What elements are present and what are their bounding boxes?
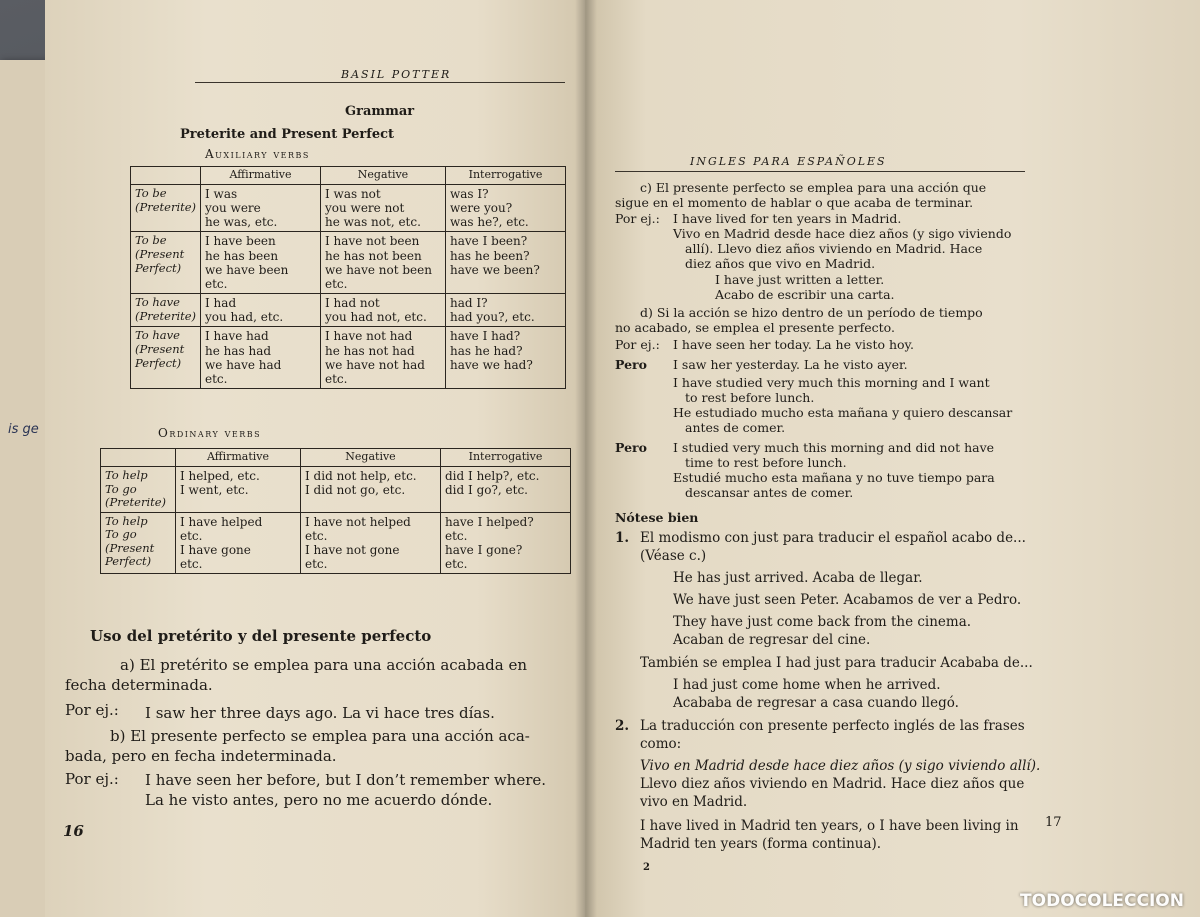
- table-row: [131, 184, 566, 231]
- right-page: [585, 0, 1200, 917]
- para-c-example-1: I have lived for ten years in Madrid.: [673, 211, 902, 226]
- note-2-line1: La traducción con presente perfecto inglés de las frases: [640, 718, 1025, 734]
- para-b-line1: b) El presente perfecto se emplea para una acción aca-: [110, 727, 530, 745]
- pero-label-2: Pero: [615, 440, 647, 455]
- note-1-example-5: I had just come home when he arrived.: [673, 677, 941, 693]
- para-c-example-label: Por ej.:: [615, 211, 660, 226]
- ordinary-verbs-label: Ordinary verbs: [158, 426, 262, 440]
- para-a-line1: a) El pretérito se emplea para una acción acabada en: [120, 656, 527, 674]
- para-c-example-2: Vivo en Madrid desde hace diez años (y sigo viviendo: [673, 226, 1012, 241]
- row-label: To have (Present Perfect): [131, 327, 201, 389]
- para-d-example-1: I have seen her today. La he visto hoy.: [673, 337, 914, 352]
- negative-cell: I have not been he has not been we have not been etc.: [321, 232, 446, 294]
- example-b-label: Por ej.:: [65, 770, 119, 788]
- right-head-rule: [615, 171, 1025, 172]
- watermark-logo: TODOCOLECCION: [1020, 891, 1184, 911]
- note-2-line7: Madrid ten years (forma continua).: [640, 836, 882, 852]
- book-gutter-shadow: [575, 0, 597, 917]
- row-label: To have (Preterite): [131, 294, 201, 327]
- note-1-number: 1.: [615, 530, 630, 546]
- aux-corner-cell: [131, 167, 201, 185]
- note-2-line6: I have lived in Madrid ten years, o I have been living in: [640, 818, 1019, 834]
- interrogative-cell: had I? had you?, etc.: [446, 294, 566, 327]
- pero1-line5: antes de comer.: [685, 420, 786, 435]
- example-a-label: Por ej.:: [65, 701, 119, 719]
- left-page-number: 16: [63, 822, 84, 840]
- interrogative-cell: have I helped? etc. have I gone? etc.: [441, 512, 571, 574]
- preterite-subheading: Preterite and Present Perfect: [180, 127, 395, 142]
- ord-header-affirmative: Affirmative: [176, 449, 301, 467]
- auxiliary-verbs-table: [130, 166, 566, 389]
- para-d-example-label: Por ej.:: [615, 337, 660, 352]
- ord-header-negative: Negative: [301, 449, 441, 467]
- pero2-line2: time to rest before lunch.: [685, 455, 847, 470]
- negative-cell: I have not had he has not had we have not had etc.: [321, 327, 446, 389]
- signature-mark: 2: [643, 862, 650, 873]
- note-2-line5: vivo en Madrid.: [640, 794, 748, 810]
- ord-header-interrogative: Interrogative: [441, 449, 571, 467]
- affirmative-cell: I have had he has had we have had etc.: [201, 327, 321, 389]
- aux-header-interrogative: Interrogative: [446, 167, 566, 185]
- example-a-text: I saw her three days ago. La vi hace tres días.: [145, 704, 495, 722]
- row-label: To be (Preterite): [131, 184, 201, 231]
- pero1-line1: I saw her yesterday. La he visto ayer.: [673, 357, 908, 372]
- para-c-example-4: diez años que vivo en Madrid.: [685, 256, 876, 271]
- affirmative-cell: I helped, etc. I went, etc.: [176, 466, 301, 512]
- right-running-head: INGLES PARA ESPAÑOLES: [690, 155, 887, 168]
- right-page-number: 17: [1045, 815, 1062, 830]
- para-c-example-5: I have just written a letter.: [715, 272, 885, 287]
- note-1-line1: El modismo con just para traducir el español acabo de...: [640, 530, 1026, 546]
- note-2-line3: Vivo en Madrid desde hace diez años (y sigo viviendo allí).: [640, 758, 1041, 774]
- negative-cell: I did not help, etc. I did not go, etc.: [301, 466, 441, 512]
- affirmative-cell: I was you were he was, etc.: [201, 184, 321, 231]
- ord-corner-cell: [101, 449, 176, 467]
- affirmative-cell: I have been he has been we have been etc.: [201, 232, 321, 294]
- note-1-example-1: He has just arrived. Acaba de llegar.: [673, 570, 923, 586]
- notese-heading: Nótese bien: [615, 510, 699, 525]
- left-head-rule: [195, 82, 565, 83]
- para-c-example-6: Acabo de escribir una carta.: [715, 287, 895, 302]
- table-row: [131, 294, 566, 327]
- aux-table-header: [131, 167, 566, 185]
- negative-cell: I was not you were not he was not, etc.: [321, 184, 446, 231]
- auxiliary-verbs-label: Auxiliary verbs: [205, 147, 310, 161]
- interrogative-cell: was I? were you? was he?, etc.: [446, 184, 566, 231]
- pero2-line3: Estudié mucho esta mañana y no tuve tiempo para: [673, 470, 995, 485]
- note-1-example-2: We have just seen Peter. Acabamos de ver a Pedro.: [673, 592, 1022, 608]
- pero-label-1: Pero: [615, 357, 647, 372]
- affirmative-cell: I had you had, etc.: [201, 294, 321, 327]
- note-2-number: 2.: [615, 718, 630, 734]
- ordinary-verbs-table: [100, 448, 571, 574]
- note-1-example-4: Acaban de regresar del cine.: [673, 632, 871, 648]
- row-label: To help To go (Preterite): [101, 466, 176, 512]
- para-c-line1: c) El presente perfecto se emplea para una acción que: [640, 180, 987, 195]
- negative-cell: I had not you had not, etc.: [321, 294, 446, 327]
- pero2-line4: descansar antes de comer.: [685, 485, 854, 500]
- pero1-line4: He estudiado mucho esta mañana y quiero descansar: [673, 405, 1013, 420]
- para-d-line2: no acabado, se emplea el presente perfecto.: [615, 320, 895, 335]
- para-a-line2: fecha determinada.: [65, 676, 213, 694]
- note-2-line4: Llevo diez años viviendo en Madrid. Hace diez años que: [640, 776, 1025, 792]
- para-c-example-3: allí). Llevo diez años viviendo en Madrid. Hace: [685, 241, 983, 256]
- table-row: [131, 232, 566, 294]
- note-1-example-6: Acababa de regresar a casa cuando llegó.: [673, 695, 959, 711]
- row-label: To be (Present Perfect): [131, 232, 201, 294]
- para-c-line2: sigue en el momento de hablar o que acaba de terminar.: [615, 195, 974, 210]
- note-1-tambien: También se emplea I had just para traducir Acababa de...: [640, 655, 1033, 671]
- affirmative-cell: I have helped etc. I have gone etc.: [176, 512, 301, 574]
- note-1-line2: (Véase c.): [640, 548, 707, 564]
- handwritten-margin-note: is ge: [8, 422, 39, 437]
- aux-header-affirmative: Affirmative: [201, 167, 321, 185]
- grammar-heading: Grammar: [345, 104, 415, 119]
- note-1-example-3: They have just come back from the cinema.: [673, 614, 972, 630]
- example-b-line1: I have seen her before, but I don’t remember where.: [145, 771, 547, 789]
- example-b-line2: La he visto antes, pero no me acuerdo dónde.: [145, 791, 493, 809]
- uso-heading: Uso del pretérito y del presente perfecto: [90, 627, 432, 645]
- left-page: [45, 0, 585, 917]
- interrogative-cell: did I help?, etc. did I go?, etc.: [441, 466, 571, 512]
- ord-table-header: [101, 449, 571, 467]
- table-row: [101, 466, 571, 512]
- aux-header-negative: Negative: [321, 167, 446, 185]
- negative-cell: I have not helped etc. I have not gone etc.: [301, 512, 441, 574]
- pero2-line1: I studied very much this morning and did not have: [673, 440, 995, 455]
- para-b-line2: bada, pero en fecha indeterminada.: [65, 747, 337, 765]
- left-running-head: BASIL POTTER: [341, 68, 452, 81]
- pero1-line3: to rest before lunch.: [685, 390, 815, 405]
- table-row: [101, 512, 571, 574]
- table-row: [131, 327, 566, 389]
- para-d-line1: d) Si la acción se hizo dentro de un período de tiempo: [640, 305, 983, 320]
- interrogative-cell: have I been? has he been? have we been?: [446, 232, 566, 294]
- interrogative-cell: have I had? has he had? have we had?: [446, 327, 566, 389]
- note-2-line2: como:: [640, 736, 682, 752]
- pero1-line2: I have studied very much this morning and I want: [673, 375, 990, 390]
- row-label: To help To go (Present Perfect): [101, 512, 176, 574]
